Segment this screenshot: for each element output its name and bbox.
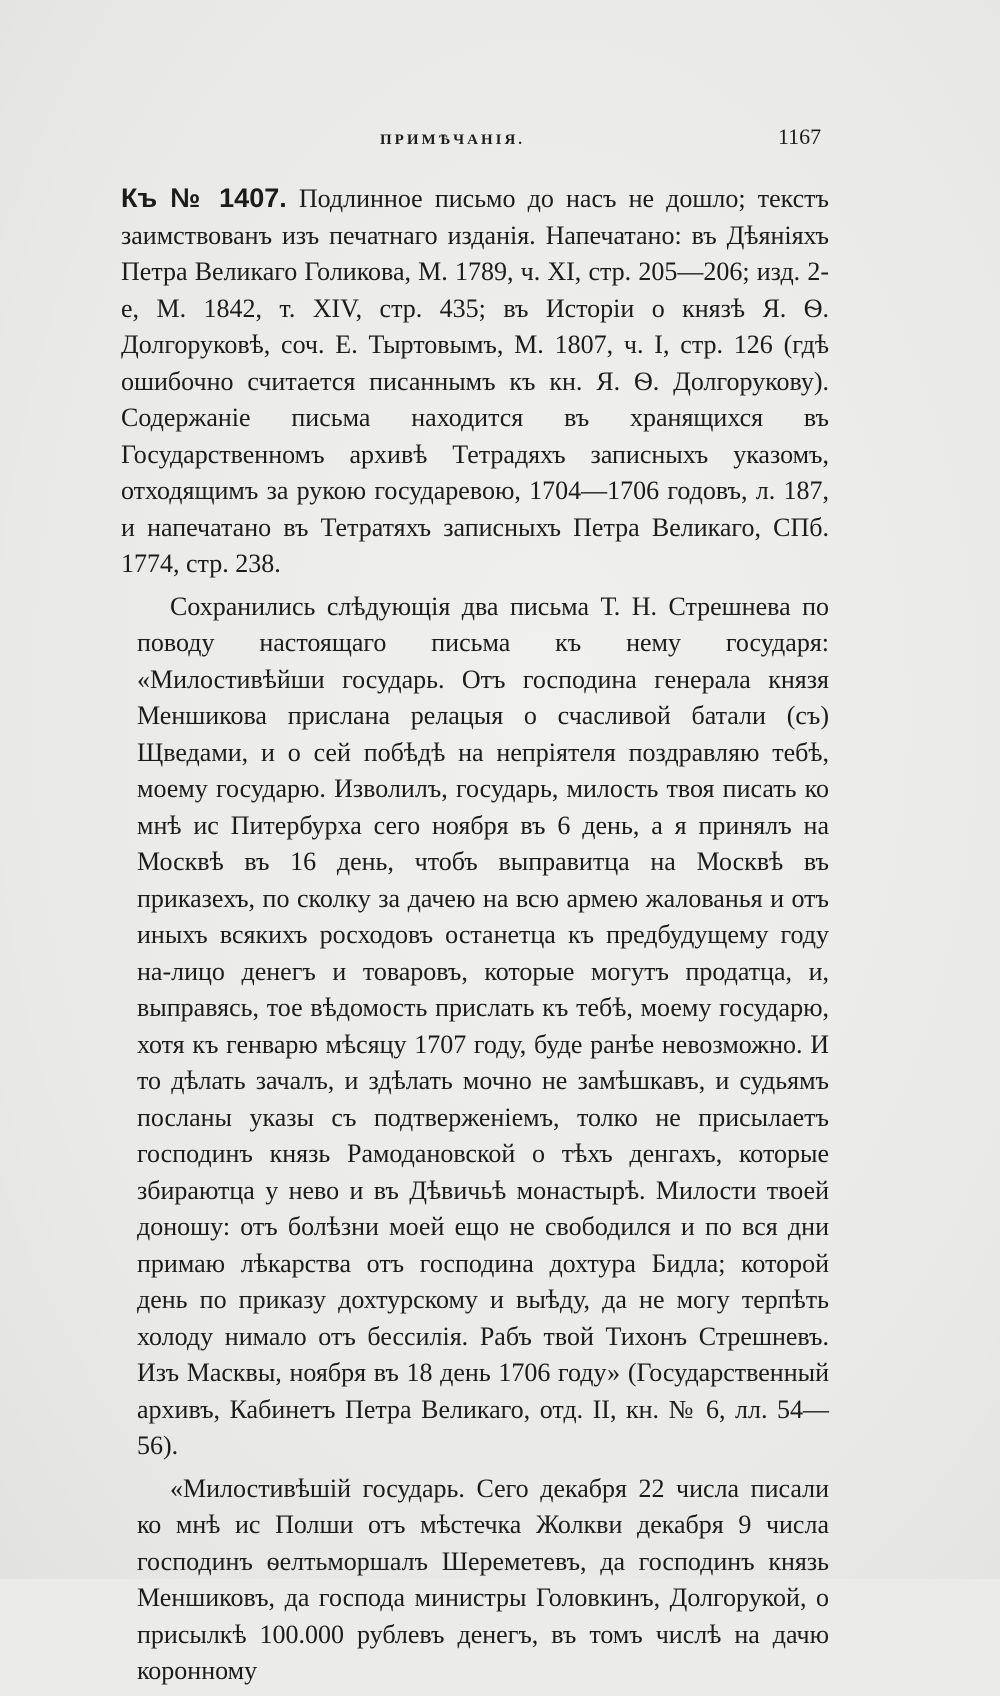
- page-number: 1167: [778, 124, 822, 149]
- paragraph-text: Подлинное письмо до насъ не дошло; текстъ заимствованъ изъ печатнаго изданія. Напечатано: въ Дѣяніяхъ Петра Великаго Голикова, М. 1789, ч. XI, стр. 205—206; изд. 2-е, М. 1842, т. XIV, стр. 435; въ Исторіи о князѣ Я. Ѳ. Долгоруковѣ, соч. Е. Тыртовымъ, М. 1807, ч. I, стр. 126 (гдѣ ошибочно считается писаннымъ къ кн. Я. Ѳ. Долгорукову). Содержаніе письма находится въ хранящихся въ Государственномъ архивѣ Тетрадяхъ записныхъ указомъ, отходящимъ за рукою государевою, 1704—1706 годовъ, л. 187, и напечатано въ Тетратяхъ записныхъ Петра Великаго, СПб. 1774, стр. 238.: [121, 184, 829, 578]
- note-reference: Къ № 1407.: [121, 183, 287, 213]
- running-title: ПРИМѢЧАНІЯ.: [380, 132, 526, 148]
- note-paragraph-2: Сохранились слѣдующія два письма Т. Н. Стрешнева по поводу настоящаго письма къ нему государя: «Милостивѣйши государь. Отъ господина генерала князя Меншикова прислана релацыя о счасливой батали (съ) Щведами, и о сей побѣдѣ на непріятеля поздравляю тебѣ, моему государю. Изволилъ, государь, милость твоя писать ко мнѣ ис Питербурха сего ноября въ 6 день, а я принялъ на Москвѣ въ 16 день, чтобъ выправитца на Москвѣ въ приказехъ, по сколку за дачею на всю армею жалованья и отъ иныхъ всякихъ росходовъ останетца къ предбудущему году на-лицо денегъ и товаровъ, которые могутъ продатца, и, выправясь, тое вѣдомость прислать къ тебѣ, моему государю, хотя къ генварю мѣсяцу 1707 году, буде ранѣе невозможно. И то дѣлать зачалъ, и здѣлать мочно не замѣшкавъ, и судьямъ посланы указы съ подтверженіемъ, толко не присылаетъ господинъ князь Рамодановской о тѣхъ денгахъ, которые збираютца у нево и въ Дѣвичьѣ монастырѣ. Милости твоей доношу: отъ болѣзни моей ещо не свободился и по вся дни примаю лѣкарства отъ господина дохтура Бидла; которой день по приказу дохтурскому и выѣду, да не могу терпѣть холоду нимало отъ бессилія. Рабъ твой Тихонъ Стрешневъ. Изъ Масквы, ноября въ 18 день 1706 году» (Государственный архивъ, Кабинетъ Петра Великаго, отд. II, кн. № 6, лл. 54—56).: [137, 591, 829, 1460]
- note-paragraph-3: «Милостивѣшій государь. Сего декабря 22 числа писали ко мнѣ ис Полши отъ мѣстечка Жолкви декабря 9 числа господинъ ѳелтьморшалъ Шереметевъ, да господинъ князь Меншиковъ, да господа министры Головкинъ, Долгорукой, о присылкѣ 100.000 рублевъ денегъ, въ томъ числѣ на дачю коронному: [137, 1473, 829, 1685]
- note-body: [121, 180, 829, 1696]
- note-paragraph-1: [121, 180, 829, 583]
